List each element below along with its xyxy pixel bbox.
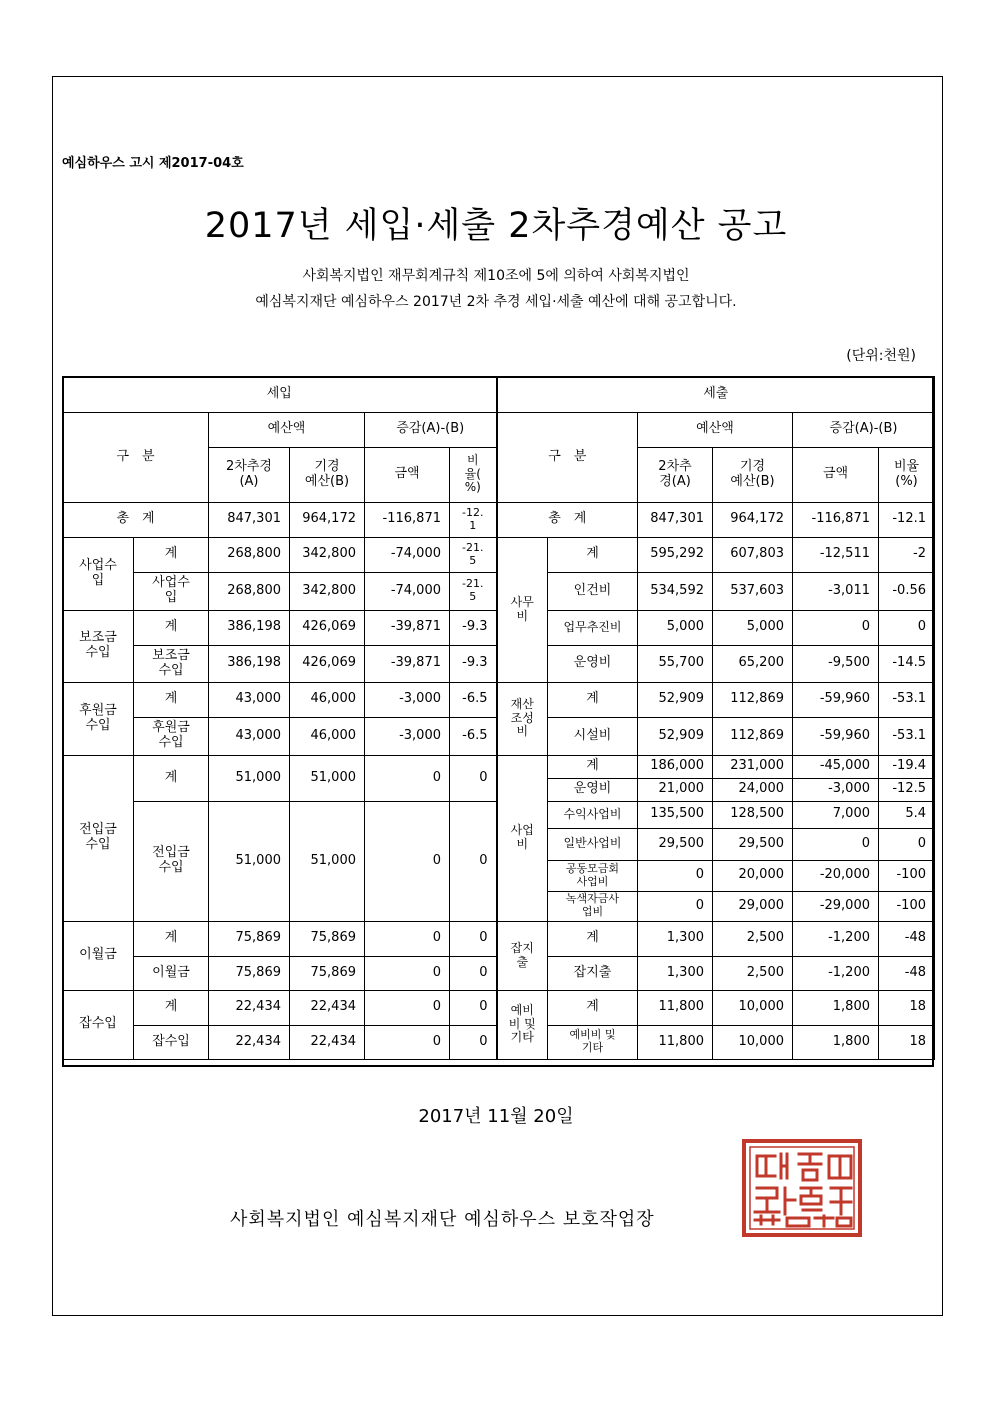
revenue-header: 세입 [63, 377, 497, 412]
expense-ratio-value: -0.56 [879, 572, 935, 610]
expense-diff-value: -20,000 [793, 860, 879, 891]
expense-item-label: 녹색자금사 업비 [548, 891, 638, 921]
expense-prior-value: 5,000 [713, 610, 793, 645]
expense-prior-value: 607,803 [713, 537, 793, 572]
expense-prior-value: 29,500 [713, 828, 793, 860]
revenue-budget-header: 예산액 [209, 412, 365, 447]
expense-item-label: 계 [548, 990, 638, 1025]
expense-second-header: 2차추 경(A) [638, 447, 713, 502]
expense-prior-value: 24,000 [713, 778, 793, 801]
revenue-second-value: 43,000 [209, 682, 290, 717]
expense-second-value: 595,292 [638, 537, 713, 572]
revenue-category-header: 구 분 [63, 412, 209, 502]
expense-second-value: 534,592 [638, 572, 713, 610]
expense-prior-value: 2,500 [713, 956, 793, 990]
expense-second-value: 5,000 [638, 610, 713, 645]
revenue-second-value: 51,000 [209, 801, 290, 921]
revenue-item-label: 잡수입 [134, 1025, 209, 1059]
revenue-group-name: 후원금 수입 [63, 682, 134, 755]
revenue-ratio-header: 비 율( %) [450, 447, 497, 502]
revenue-second-value: 268,800 [209, 537, 290, 572]
revenue-diff-value: 0 [365, 801, 450, 921]
expense-prior-value: 10,000 [713, 1025, 793, 1059]
expense-ratio-value: -12.5 [879, 778, 935, 801]
expense-diff-value: -59,960 [793, 682, 879, 717]
revenue-item-label: 계 [134, 990, 209, 1025]
revenue-item-label: 계 [134, 537, 209, 572]
budget-table [62, 376, 935, 1060]
revenue-group-name: 잡수입 [63, 990, 134, 1059]
revenue-prior-value: 51,000 [290, 801, 365, 921]
expense-second-value: 186,000 [638, 755, 713, 778]
revenue-diff-value: -74,000 [365, 537, 450, 572]
revenue-prior-value: 342,800 [290, 537, 365, 572]
expense-amount-header: 금액 [793, 447, 879, 502]
unit-label: (단위:천원) [846, 348, 916, 364]
revenue-prior-value: 426,069 [290, 610, 365, 645]
total-label-expense: 총 계 [497, 502, 638, 537]
expense-diff-value: 1,800 [793, 990, 879, 1025]
expense-second-value: 11,800 [638, 990, 713, 1025]
revenue-diff-value: 0 [365, 921, 450, 956]
expense-prior-value: 20,000 [713, 860, 793, 891]
expense-group-name: 예비 비 및 기타 [497, 990, 548, 1059]
expense-ratio-value: 0 [879, 610, 935, 645]
expense-item-label: 예비비 및 기타 [548, 1025, 638, 1059]
revenue-diff-value: 0 [365, 956, 450, 990]
revenue-ratio-value: -6.5 [450, 682, 497, 717]
total-expense-value: 964,172 [713, 502, 793, 537]
revenue-prior-value: 46,000 [290, 682, 365, 717]
expense-second-value: 135,500 [638, 801, 713, 828]
organization-name: 사회복지법인 예심복지재단 예심하우스 보호작업장 [230, 1209, 655, 1230]
expense-diff-value: -1,200 [793, 921, 879, 956]
total-revenue-ratio: -12. 1 [450, 502, 497, 537]
revenue-amount-header: 금액 [365, 447, 450, 502]
expense-ratio-value: 18 [879, 1025, 935, 1059]
expense-second-value: 52,909 [638, 682, 713, 717]
page-title: 2017년 세입·세출 2차추경예산 공고 [204, 206, 788, 246]
expense-ratio-header: 비율 (%) [879, 447, 935, 502]
revenue-second-header: 2차추경 (A) [209, 447, 290, 502]
revenue-diff-value: -39,871 [365, 645, 450, 682]
revenue-diff-value: -3,000 [365, 682, 450, 717]
revenue-ratio-value: 0 [450, 956, 497, 990]
revenue-prior-value: 426,069 [290, 645, 365, 682]
expense-second-value: 1,300 [638, 956, 713, 990]
revenue-second-value: 22,434 [209, 990, 290, 1025]
revenue-second-value: 75,869 [209, 956, 290, 990]
expense-second-value: 29,500 [638, 828, 713, 860]
expense-ratio-value: -53.1 [879, 717, 935, 755]
revenue-item-label: 계 [134, 610, 209, 645]
expense-prior-value: 112,869 [713, 717, 793, 755]
expense-ratio-value: -100 [879, 860, 935, 891]
expense-prior-value: 10,000 [713, 990, 793, 1025]
expense-item-label: 계 [548, 537, 638, 572]
expense-item-label: 인건비 [548, 572, 638, 610]
expense-diff-value: -29,000 [793, 891, 879, 921]
expense-group-name: 사무 비 [497, 537, 548, 682]
expense-prior-header: 기경 예산(B) [713, 447, 793, 502]
expense-second-value: 21,000 [638, 778, 713, 801]
expense-item-label: 시설비 [548, 717, 638, 755]
revenue-diff-value: 0 [365, 755, 450, 801]
expense-prior-value: 2,500 [713, 921, 793, 956]
expense-item-label: 운영비 [548, 645, 638, 682]
revenue-ratio-value: -6.5 [450, 717, 497, 755]
total-revenue-value: 964,172 [290, 502, 365, 537]
expense-category-header: 구 분 [497, 412, 638, 502]
revenue-prior-value: 22,434 [290, 1025, 365, 1059]
revenue-second-value: 268,800 [209, 572, 290, 610]
revenue-item-label: 계 [134, 682, 209, 717]
revenue-group-name: 보조금 수입 [63, 610, 134, 682]
revenue-ratio-value: -21. 5 [450, 572, 497, 610]
revenue-second-value: 386,198 [209, 645, 290, 682]
revenue-ratio-value: -9.3 [450, 645, 497, 682]
expense-ratio-value: -48 [879, 921, 935, 956]
expense-second-value: 55,700 [638, 645, 713, 682]
expense-second-value: 0 [638, 891, 713, 921]
official-seal [741, 1138, 863, 1238]
revenue-group-name: 이월금 [63, 921, 134, 990]
revenue-second-value: 22,434 [209, 1025, 290, 1059]
expense-ratio-value: -2 [879, 537, 935, 572]
revenue-ratio-value: 0 [450, 755, 497, 801]
notice-number: 예심하우스 고시 제2017-04호 [62, 156, 244, 171]
expense-diff-value: -59,960 [793, 717, 879, 755]
revenue-ratio-value: 0 [450, 1025, 497, 1059]
revenue-diff-value: 0 [365, 1025, 450, 1059]
revenue-item-label: 계 [134, 921, 209, 956]
intro-line-1: 사회복지법인 재무회계규칙 제10조에 5에 의하여 사회복지법인 [302, 268, 690, 284]
revenue-prior-value: 51,000 [290, 755, 365, 801]
expense-budget-header: 예산액 [638, 412, 793, 447]
expense-item-label: 운영비 [548, 778, 638, 801]
expense-diff-header: 증감(A)-(B) [793, 412, 935, 447]
revenue-second-value: 75,869 [209, 921, 290, 956]
expense-ratio-value: 18 [879, 990, 935, 1025]
expense-ratio-value: -100 [879, 891, 935, 921]
revenue-diff-header: 증감(A)-(B) [365, 412, 497, 447]
expense-ratio-value: -19.4 [879, 755, 935, 778]
revenue-diff-value: -74,000 [365, 572, 450, 610]
total-expense-value: 847,301 [638, 502, 713, 537]
expense-group-name: 재산 조성 비 [497, 682, 548, 755]
intro-line-2: 예심복지재단 예심하우스 2017년 2차 추경 세입·세출 예산에 대해 공고합니다. [255, 294, 737, 310]
expense-item-label: 계 [548, 682, 638, 717]
expense-ratio-value: 5.4 [879, 801, 935, 828]
expense-diff-value: -3,011 [793, 572, 879, 610]
expense-diff-value: 7,000 [793, 801, 879, 828]
notice-date: 2017년 11월 20일 [418, 1106, 574, 1127]
expense-prior-value: 65,200 [713, 645, 793, 682]
expense-header: 세출 [497, 377, 935, 412]
revenue-second-value: 386,198 [209, 610, 290, 645]
expense-diff-value: -1,200 [793, 956, 879, 990]
expense-prior-value: 231,000 [713, 755, 793, 778]
expense-item-label: 계 [548, 921, 638, 956]
revenue-prior-value: 342,800 [290, 572, 365, 610]
expense-diff-value: -3,000 [793, 778, 879, 801]
revenue-prior-value: 75,869 [290, 921, 365, 956]
expense-diff-value: 0 [793, 610, 879, 645]
revenue-ratio-value: 0 [450, 801, 497, 921]
revenue-ratio-value: 0 [450, 990, 497, 1025]
revenue-prior-value: 46,000 [290, 717, 365, 755]
expense-group-name: 사업 비 [497, 755, 548, 921]
revenue-second-value: 51,000 [209, 755, 290, 801]
expense-ratio-value: 0 [879, 828, 935, 860]
revenue-ratio-value: 0 [450, 921, 497, 956]
expense-prior-value: 29,000 [713, 891, 793, 921]
expense-second-value: 0 [638, 860, 713, 891]
expense-diff-value: 0 [793, 828, 879, 860]
revenue-item-label: 전입금 수입 [134, 801, 209, 921]
expense-prior-value: 537,603 [713, 572, 793, 610]
revenue-ratio-value: -9.3 [450, 610, 497, 645]
expense-ratio-value: -48 [879, 956, 935, 990]
revenue-prior-value: 75,869 [290, 956, 365, 990]
revenue-item-label: 사업수 입 [134, 572, 209, 610]
revenue-prior-header: 기경 예산(B) [290, 447, 365, 502]
total-revenue-value: 847,301 [209, 502, 290, 537]
revenue-ratio-value: -21. 5 [450, 537, 497, 572]
revenue-diff-value: -3,000 [365, 717, 450, 755]
revenue-diff-value: -39,871 [365, 610, 450, 645]
revenue-item-label: 후원금 수입 [134, 717, 209, 755]
expense-second-value: 1,300 [638, 921, 713, 956]
expense-second-value: 11,800 [638, 1025, 713, 1059]
expense-prior-value: 128,500 [713, 801, 793, 828]
expense-ratio-value: -14.5 [879, 645, 935, 682]
revenue-group-name: 사업수 입 [63, 537, 134, 610]
revenue-prior-value: 22,434 [290, 990, 365, 1025]
expense-second-value: 52,909 [638, 717, 713, 755]
expense-diff-value: -9,500 [793, 645, 879, 682]
total-label: 총 계 [63, 502, 209, 537]
expense-item-label: 공동모금회 사업비 [548, 860, 638, 891]
total-expense-value: -12.1 [879, 502, 935, 537]
revenue-item-label: 보조금 수입 [134, 645, 209, 682]
expense-item-label: 수익사업비 [548, 801, 638, 828]
expense-item-label: 계 [548, 755, 638, 778]
expense-diff-value: 1,800 [793, 1025, 879, 1059]
revenue-item-label: 계 [134, 755, 209, 801]
revenue-diff-value: 0 [365, 990, 450, 1025]
revenue-second-value: 43,000 [209, 717, 290, 755]
expense-prior-value: 112,869 [713, 682, 793, 717]
revenue-item-label: 이월금 [134, 956, 209, 990]
total-revenue-value: -116,871 [365, 502, 450, 537]
expense-diff-value: -45,000 [793, 755, 879, 778]
expense-item-label: 업무추진비 [548, 610, 638, 645]
expense-item-label: 잡지출 [548, 956, 638, 990]
expense-diff-value: -12,511 [793, 537, 879, 572]
expense-item-label: 일반사업비 [548, 828, 638, 860]
revenue-group-name: 전입금 수입 [63, 755, 134, 921]
expense-ratio-value: -53.1 [879, 682, 935, 717]
total-expense-value: -116,871 [793, 502, 879, 537]
expense-group-name: 잡지 출 [497, 921, 548, 990]
